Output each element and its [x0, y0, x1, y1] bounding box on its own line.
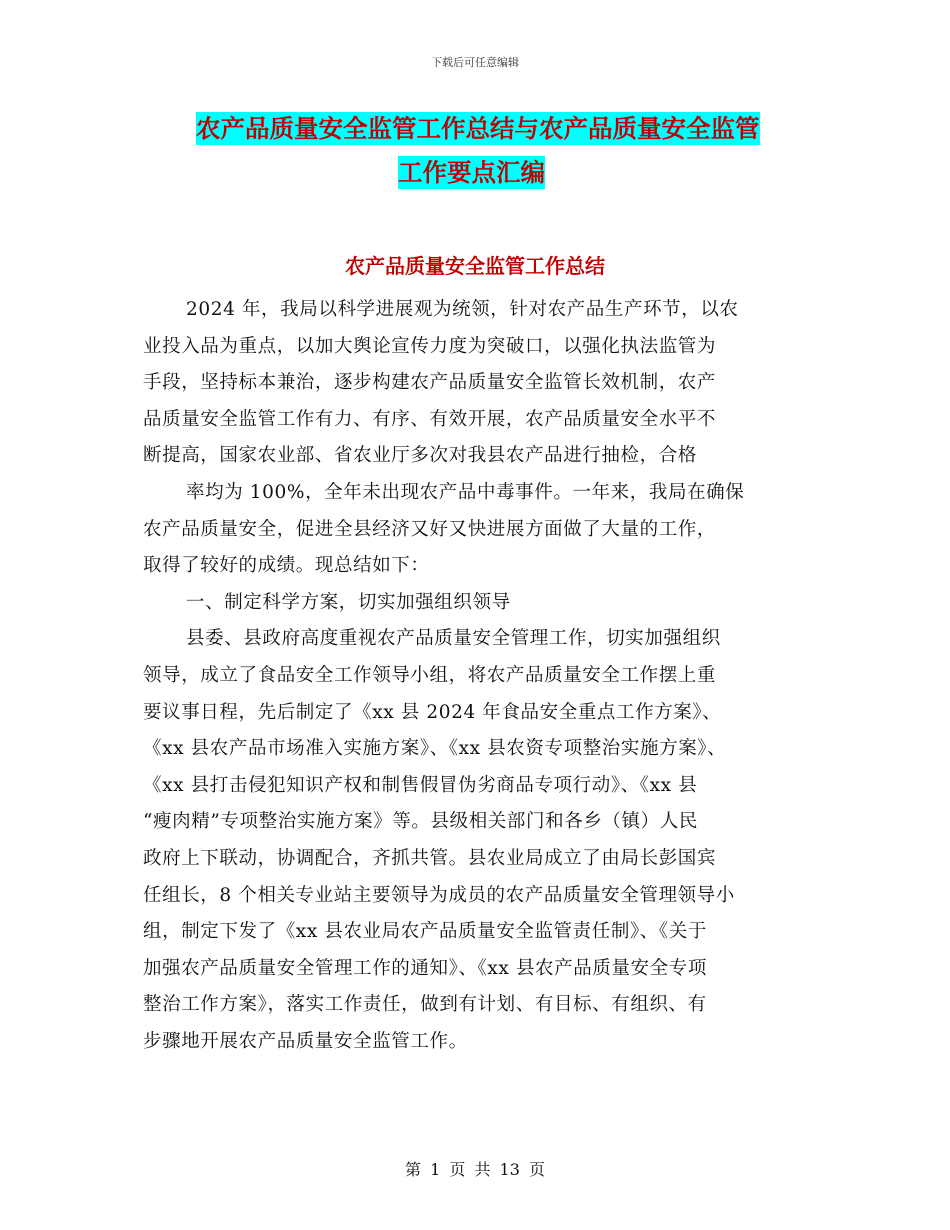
paragraph-line: 2024 年，我局以科学进展观为统领，针对农产品生产环节，以农: [186, 299, 739, 320]
paragraph-line: 加强农产品质量安全管理工作的通知》、《xx 县农产品质量安全专项: [143, 957, 707, 979]
paragraph-line: 《xx 县农产品市场准入实施方案》、《xx 县农资专项整治实施方案》、: [143, 738, 727, 760]
paragraph-line: 县委、县政府高度重视农产品质量安全管理工作，切实加强组织: [186, 628, 721, 650]
paragraph-line: 组，制定下发了《xx 县农业局农产品质量安全监管责任制》、《关于: [143, 921, 707, 943]
paragraph-line: 整治工作方案》，落实工作责任，做到有计划、有目标、有组织、有: [143, 994, 707, 1016]
paragraph-line: 取得了较好的成绩。现总结如下：: [143, 555, 430, 577]
paragraph-line: 政府上下联动，协调配合，齐抓共管。县农业局成立了由局长彭国宾: [143, 847, 717, 869]
paragraph-line: 断提高，国家农业部、省农业厅多次对我县农产品进行抽检，合格: [143, 445, 697, 467]
paragraph-line: 率均为 100%，全年未出现农产品中毒事件。一年来，我局在确保: [186, 481, 745, 503]
section-heading: 一、制定科学方案，切实加强组织领导: [186, 591, 511, 613]
paragraph-line: 《xx 县打击侵犯知识产权和制售假冒伪劣商品专项行动》、《xx 县: [143, 774, 698, 796]
paragraph-line: “瘦肉精”专项整治实施方案》等。县级相关部门和各乡（镇）人民: [143, 811, 698, 833]
page-number-footer: 第 1 页 共 13 页: [405, 1160, 545, 1179]
paragraph-line: 手段，坚持标本兼治，逐步构建农产品质量安全监管长效机制，农产: [143, 372, 717, 394]
paragraph-line: 步骤地开展农产品质量安全监管工作。: [143, 1030, 468, 1052]
paragraph-line: 业投入品为重点，以加大舆论宣传力度为突破口，以强化执法监管为: [143, 335, 717, 357]
document-title-line-2: 工作要点汇编: [398, 158, 545, 187]
paragraph-line: 农产品质量安全，促进全县经济又好又快进展方面做了大量的工作，: [143, 518, 717, 540]
section-title: 农产品质量安全监管工作总结: [345, 254, 605, 278]
document-title-line-1: 农产品质量安全监管工作总结与农产品质量安全监管: [196, 114, 760, 143]
paragraph-line: 领导，成立了食品安全工作领导小组，将农产品质量安全工作摆上重: [143, 664, 717, 686]
header-note: 下载后可任意编辑: [431, 56, 519, 69]
paragraph-line: 要议事日程，先后制定了《xx 县 2024 年食品安全重点工作方案》、: [143, 701, 722, 723]
paragraph-line: 任组长，8 个相关专业站主要领导为成员的农产品质量安全管理领导小: [143, 884, 735, 906]
paragraph-line: 品质量安全监管工作有力、有序、有效开展，农产品质量安全水平不: [143, 408, 717, 430]
body-text: [143, 292, 803, 1060]
